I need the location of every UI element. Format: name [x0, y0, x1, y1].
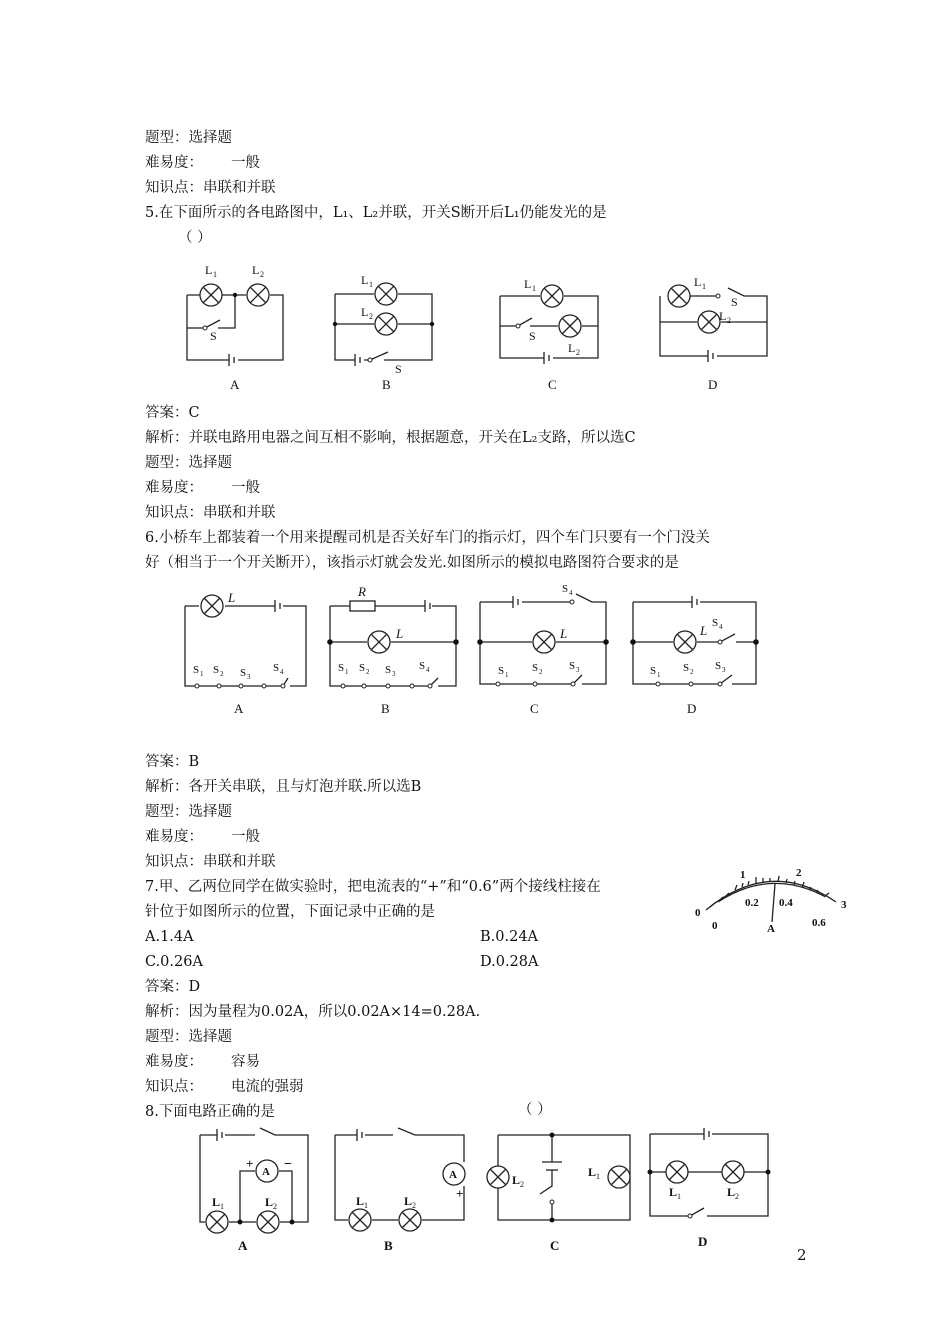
svg-text:2: 2 — [520, 1180, 524, 1189]
q5-stem: 5.在下面所示的各电路图中，L₁、L₂并联，开关S断开后L₁仍能发光的是 — [145, 205, 607, 221]
svg-text:2: 2 — [369, 312, 373, 321]
q8-option-c: C — [550, 1238, 560, 1253]
svg-text:2: 2 — [412, 1201, 416, 1210]
svg-text:L: L — [694, 275, 702, 289]
q6-answer: 答案：B — [145, 754, 200, 770]
q5-circuit-figures — [170, 258, 790, 398]
top-scale-2: 2 — [796, 867, 802, 879]
svg-text:4: 4 — [569, 589, 573, 597]
q8-circuit-c — [487, 1133, 630, 1254]
svg-text:+: + — [456, 1186, 464, 1201]
svg-text:A: A — [262, 1166, 270, 1178]
svg-text:S: S — [419, 660, 426, 672]
svg-text:1: 1 — [702, 282, 706, 291]
svg-text:R: R — [358, 584, 366, 599]
svg-text:1: 1 — [369, 280, 373, 289]
svg-text:L: L — [669, 1185, 678, 1199]
svg-text:L: L — [356, 1194, 365, 1208]
svg-text:4: 4 — [719, 623, 723, 631]
q5-type: 题型：选择题 — [145, 455, 232, 471]
q6-option-a: A — [234, 701, 244, 716]
svg-text:S: S — [562, 583, 569, 595]
q8-stem: 8.下面电路正确的是 — [145, 1104, 275, 1120]
svg-text:L: L — [361, 273, 369, 287]
svg-text:L: L — [212, 1195, 221, 1209]
svg-text:S: S — [569, 660, 576, 672]
svg-text:2: 2 — [690, 668, 694, 676]
svg-text:S: S — [650, 665, 657, 677]
svg-text:L: L — [512, 1173, 521, 1187]
svg-text:S: S — [338, 662, 345, 674]
svg-text:1: 1 — [345, 668, 349, 676]
svg-text:L: L — [700, 623, 708, 638]
q7-answer: 答案：D — [145, 979, 201, 995]
svg-text:S: S — [683, 662, 690, 674]
svg-text:3: 3 — [247, 673, 251, 681]
q5-analysis: 解析：并联电路用电器之间互相不影响，根据题意，开关在L₂支路，所以选C — [145, 430, 636, 446]
svg-text:2: 2 — [260, 270, 264, 279]
q7-type: 题型：选择题 — [145, 1029, 232, 1045]
q5-option-c: C — [548, 377, 557, 392]
q5-option-b: B — [382, 377, 391, 392]
q6-analysis: 解析：各开关串联，且与灯泡并联.所以选B — [145, 779, 422, 795]
q5-circuit-d — [660, 275, 767, 392]
meter-unit: A — [767, 923, 775, 935]
top-scale-3: 3 — [841, 899, 847, 911]
q6-type: 题型：选择题 — [145, 804, 232, 820]
q8-circuit-b — [335, 1128, 465, 1253]
q4-difficulty: 难易度： 一般 — [145, 155, 260, 171]
svg-text:L: L — [588, 1165, 597, 1179]
q7-option-a: A.1.4A — [145, 929, 194, 945]
q7-stem-line1: 7.甲、乙两位同学在做实验时，把电流表的“+”和“0.6”两个接线柱接在 — [145, 879, 601, 895]
q7-knowledge: 知识点： 电流的强弱 — [145, 1079, 304, 1095]
q6-circuit-a — [185, 590, 306, 716]
q5-option-d: D — [708, 377, 718, 392]
q5-option-a: A — [230, 377, 240, 392]
svg-text:S: S — [213, 664, 220, 676]
svg-text:L: L — [252, 263, 260, 277]
q6-knowledge: 知识点：串联和并联 — [145, 854, 276, 870]
top-scale-1: 1 — [740, 869, 746, 881]
svg-text:2: 2 — [366, 668, 370, 676]
svg-text:S: S — [359, 662, 366, 674]
svg-text:2: 2 — [220, 670, 224, 678]
svg-text:2: 2 — [727, 316, 731, 325]
q5-knowledge: 知识点：串联和并联 — [145, 505, 276, 521]
q4-knowledge: 知识点：串联和并联 — [145, 180, 276, 196]
q5-circuit-a — [187, 263, 283, 392]
q7-option-b: B.0.24A — [480, 929, 539, 945]
svg-text:L: L — [265, 1195, 274, 1209]
page-number: 2 — [797, 1246, 807, 1264]
q7-stem-line2: 针位于如图所示的位置，下面记录中正确的是 — [145, 904, 435, 920]
svg-text:1: 1 — [220, 1202, 224, 1211]
svg-text:L: L — [404, 1194, 413, 1208]
q5-circuit-b — [333, 273, 434, 392]
svg-text:S: S — [529, 329, 536, 343]
q6-stem-line1: 6.小桥车上都装着一个用来提醒司机是否关好车门的指示灯，四个车门只要有一个门没关 — [145, 530, 710, 546]
q7-option-c: C.0.26A — [145, 954, 203, 970]
svg-text:L: L — [560, 626, 568, 641]
svg-text:S: S — [498, 665, 505, 677]
q8-option-d: D — [698, 1234, 708, 1249]
svg-text:L: L — [205, 263, 213, 277]
q7-analysis: 解析：因为量程为0.02A，所以0.02A×14=0.28A. — [145, 1004, 481, 1020]
bottom-scale-3: 0.6 — [812, 917, 826, 929]
svg-text:S: S — [532, 662, 539, 674]
svg-text:1: 1 — [532, 284, 536, 293]
svg-text:1: 1 — [677, 1192, 681, 1201]
svg-text:S: S — [712, 617, 719, 629]
svg-text:2: 2 — [735, 1192, 739, 1201]
q6-option-c: C — [530, 701, 539, 716]
q6-difficulty: 难易度： 一般 — [145, 829, 260, 845]
svg-text:−: − — [284, 1157, 292, 1172]
q8-option-b: B — [384, 1238, 393, 1253]
q7-option-d: D.0.28A — [480, 954, 539, 970]
svg-text:3: 3 — [722, 666, 726, 674]
svg-text:1: 1 — [505, 671, 509, 679]
svg-text:S: S — [193, 664, 200, 676]
svg-text:3: 3 — [392, 670, 396, 678]
svg-text:L: L — [228, 590, 236, 605]
q8-blank: （ ） — [518, 1102, 552, 1118]
q8-circuit-a — [200, 1128, 308, 1253]
svg-text:L: L — [719, 309, 727, 323]
svg-text:S: S — [715, 660, 722, 672]
svg-text:1: 1 — [657, 671, 661, 679]
q5-blank: （ ） — [178, 230, 212, 246]
svg-text:3: 3 — [576, 666, 580, 674]
svg-text:2: 2 — [576, 348, 580, 357]
q8-circuit-d — [648, 1128, 771, 1249]
svg-text:S: S — [273, 662, 280, 674]
svg-text:A: A — [449, 1169, 457, 1181]
q4-type: 题型：选择题 — [145, 130, 232, 146]
svg-text:S: S — [731, 295, 738, 309]
q8-circuit-figures — [190, 1120, 780, 1260]
svg-text:S: S — [240, 667, 247, 679]
q6-circuit-b — [327, 584, 459, 716]
svg-text:L: L — [396, 626, 404, 641]
q6-stem-line2: 好（相当于一个开关断开），该指示灯就会发光.如图所示的模拟电路图符合要求的是 — [145, 555, 679, 571]
q6-circuit-d — [630, 596, 759, 716]
bottom-scale-0: 0 — [712, 920, 718, 932]
svg-text:L: L — [361, 305, 369, 319]
svg-text:2: 2 — [273, 1202, 277, 1211]
bottom-scale-1: 0.2 — [745, 897, 759, 909]
q5-circuit-c — [500, 277, 598, 392]
svg-text:L: L — [524, 277, 532, 291]
svg-text:2: 2 — [539, 668, 543, 676]
svg-text:+: + — [246, 1156, 254, 1171]
bottom-scale-2: 0.4 — [779, 897, 793, 909]
q6-option-b: B — [381, 701, 390, 716]
svg-text:4: 4 — [280, 668, 284, 676]
q7-difficulty: 难易度： 容易 — [145, 1054, 260, 1070]
svg-text:1: 1 — [213, 270, 217, 279]
svg-text:S: S — [395, 362, 402, 376]
svg-text:4: 4 — [426, 666, 430, 674]
ammeter-dial — [690, 862, 850, 937]
q5-answer: 答案：C — [145, 405, 200, 421]
svg-text:1: 1 — [364, 1201, 368, 1210]
q6-option-d: D — [687, 701, 697, 716]
q6-circuit-figures — [180, 580, 780, 720]
svg-text:S: S — [385, 664, 392, 676]
svg-text:S: S — [210, 329, 217, 343]
svg-text:L: L — [727, 1185, 736, 1199]
svg-text:L: L — [568, 341, 576, 355]
ammeter-needle — [772, 884, 775, 922]
q6-circuit-c — [477, 583, 609, 716]
q8-option-a: A — [238, 1238, 248, 1253]
top-scale-0: 0 — [695, 907, 701, 919]
svg-text:1: 1 — [200, 670, 204, 678]
q5-difficulty: 难易度： 一般 — [145, 480, 260, 496]
svg-text:1: 1 — [596, 1172, 600, 1181]
